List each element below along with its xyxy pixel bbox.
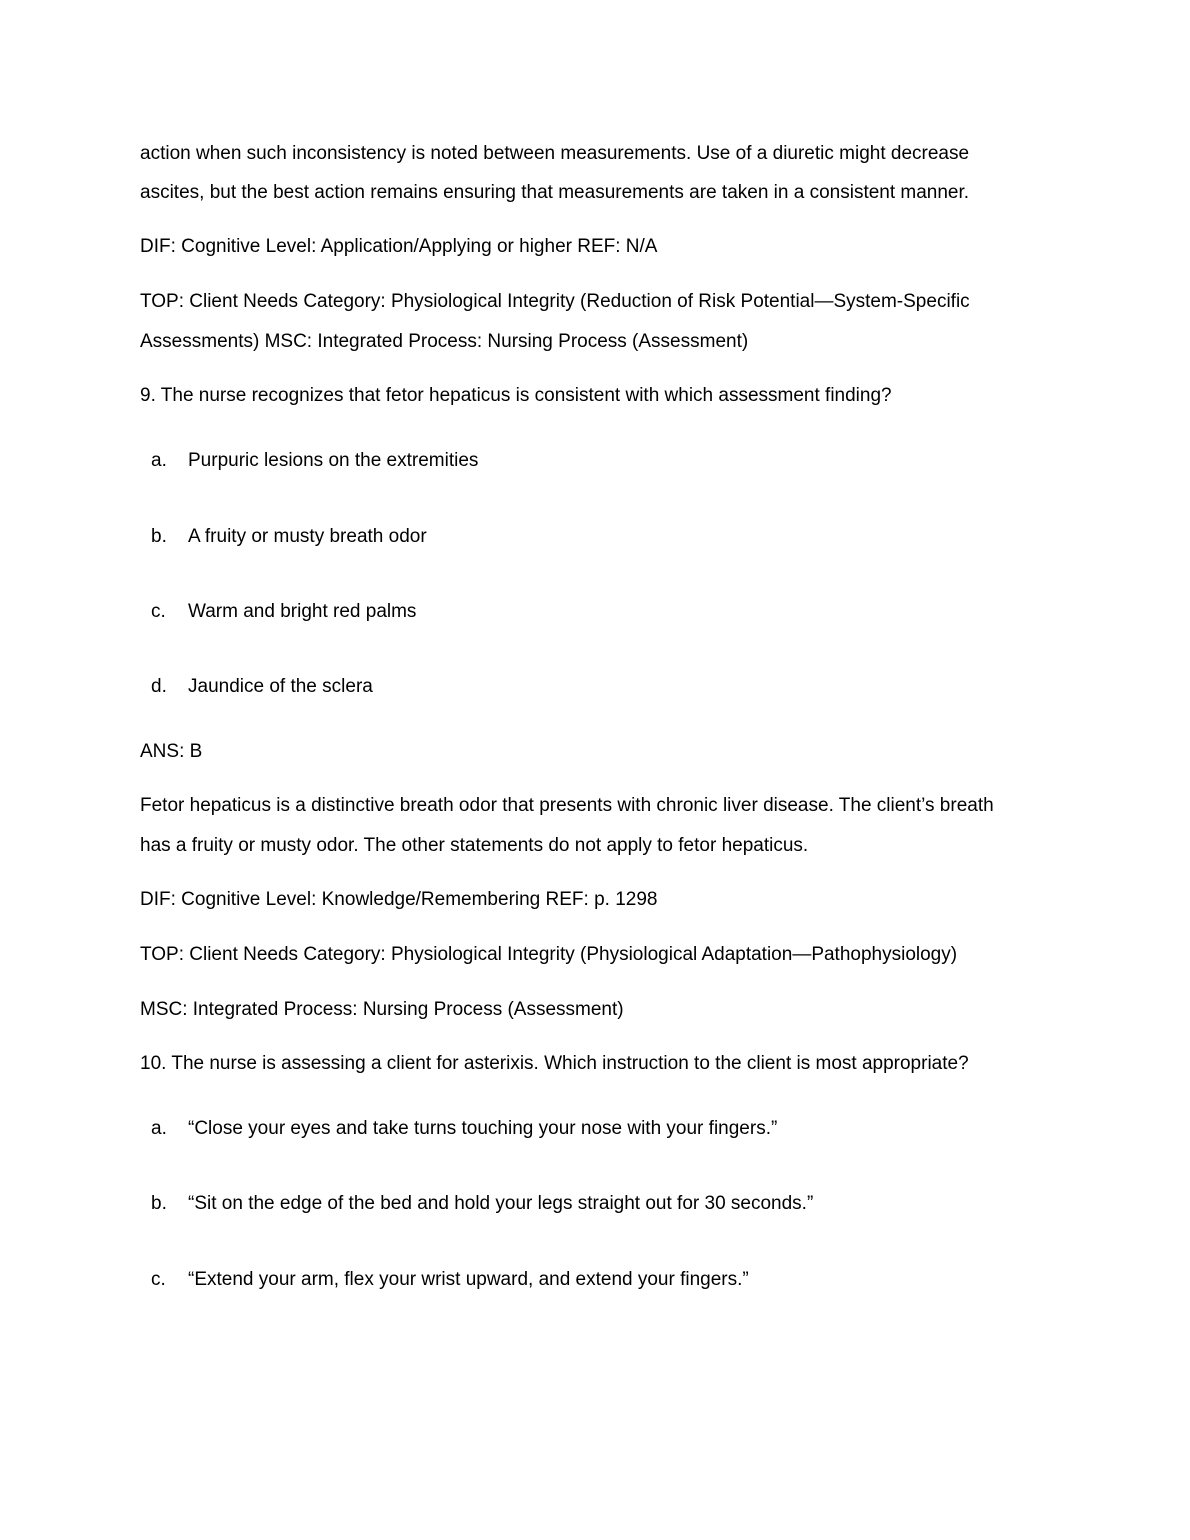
q10-option-a-text: “Close your eyes and take turns touching your nose with your fingers.”	[188, 1118, 778, 1139]
q9-msc: MSC: Integrated Process: Nursing Process (Assessment)	[140, 999, 624, 1020]
q9-option-c-text: Warm and bright red palms	[188, 601, 417, 622]
q9-answer: ANS: B	[140, 741, 203, 762]
continuation-line-1: action when such inconsistency is noted between measurements. Use of a diuretic might decrease	[140, 143, 970, 164]
q10-option-c-letter: c.	[151, 1269, 166, 1290]
q10-option-b-letter: b.	[151, 1193, 167, 1214]
continuation-line-2: ascites, but the best action remains ensuring that measurements are taken in a consistent manner.	[140, 182, 970, 203]
q9-option-a-letter: a.	[151, 450, 167, 471]
q10-option-c-text: “Extend your arm, flex your wrist upward, and extend your fingers.”	[188, 1269, 749, 1290]
q9-option-d-letter: d.	[151, 676, 167, 697]
q9-rationale-line-1: Fetor hepaticus is a distinctive breath odor that presents with chronic liver disease. The client’s breath	[140, 795, 994, 816]
q9-rationale-line-2: has a fruity or musty odor. The other statements do not apply to fetor hepaticus.	[140, 835, 809, 856]
q9-option-a-text: Purpuric lesions on the extremities	[188, 450, 479, 471]
q9-option-c-letter: c.	[151, 601, 166, 622]
continuation-top-line-2: Assessments) MSC: Integrated Process: Nursing Process (Assessment)	[140, 331, 749, 352]
q9-option-b-text: A fruity or musty breath odor	[188, 526, 427, 547]
q9-option-d-text: Jaundice of the sclera	[188, 676, 373, 697]
question-9: 9. The nurse recognizes that fetor hepaticus is consistent with which assessment finding?	[140, 385, 892, 406]
q10-option-a-letter: a.	[151, 1118, 167, 1139]
continuation-dif: DIF: Cognitive Level: Application/Applying or higher REF: N/A	[140, 236, 658, 257]
q10-option-b-text: “Sit on the edge of the bed and hold your legs straight out for 30 seconds.”	[188, 1193, 814, 1214]
continuation-top-line-1: TOP: Client Needs Category: Physiological Integrity (Reduction of Risk Potential—System-Specific	[140, 291, 970, 312]
q9-dif: DIF: Cognitive Level: Knowledge/Remembering REF: p. 1298	[140, 889, 658, 910]
q9-option-b-letter: b.	[151, 526, 167, 547]
question-10: 10. The nurse is assessing a client for asterixis. Which instruction to the client is most appropriate?	[140, 1053, 969, 1074]
q9-top: TOP: Client Needs Category: Physiological Integrity (Physiological Adaptation—Pathophysiology)	[140, 944, 958, 965]
